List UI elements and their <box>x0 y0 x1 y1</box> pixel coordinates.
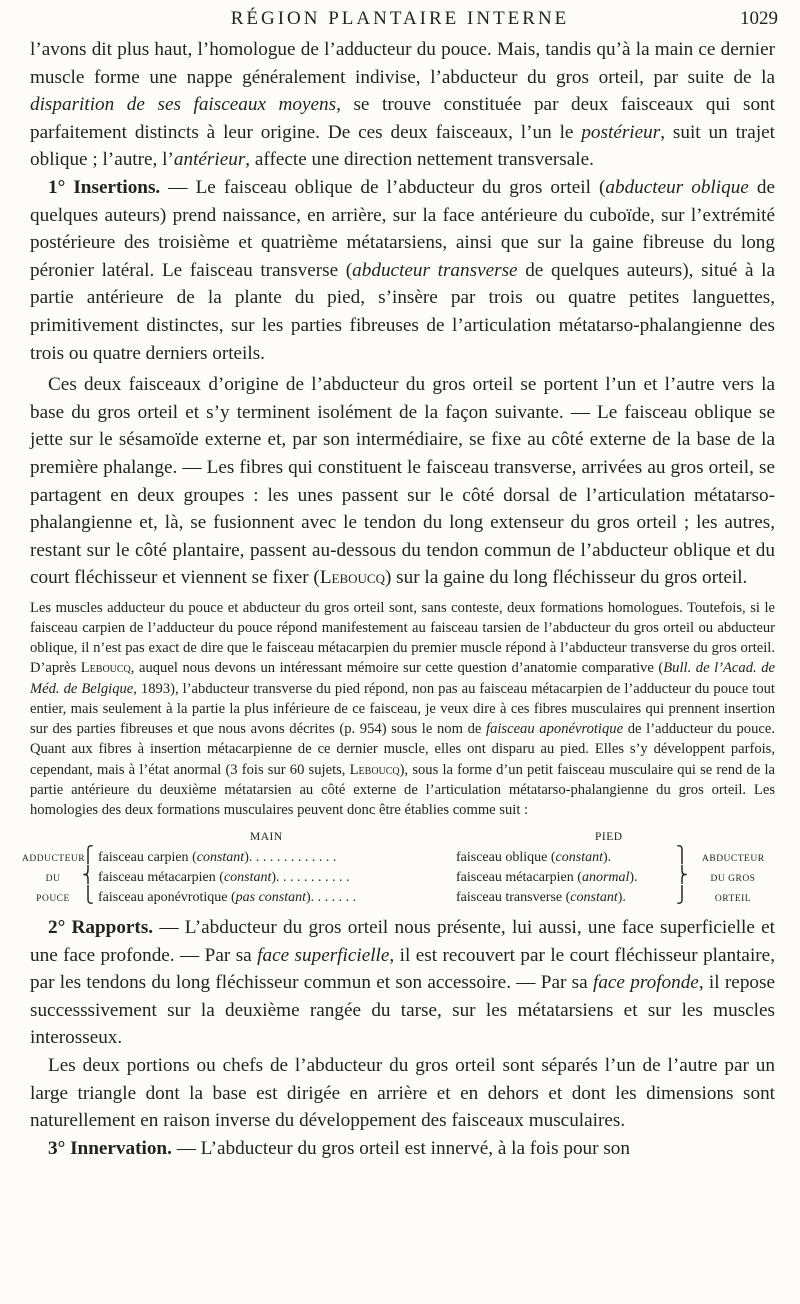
table-row-pied-1: faisceau oblique (constant). <box>456 850 612 866</box>
right-label-line2: DU GROS <box>710 874 756 885</box>
paragraph-intro: l’avons dit plus haut, l’homologue de l’adducteur du pouce. Mais, tandis qu’à la main ce dernier muscle forme une nappe généralement indivise, l’abducteur du gros orteil, par suite de la disparition de ses faisceaux moyens, se trouve constituée par deux faisceaux qui sont parfaitement distincts à leur origine. De ces deux faisceaux, l’un le postérieur, suit un trajet oblique ; l’autre, l’antérieur, affecte une direction nettement transversale. <box>30 39 775 171</box>
column-header-main: MAIN <box>250 831 283 844</box>
left-label-line3: POUCE <box>36 894 70 905</box>
right-label-line3: ORTEIL <box>714 894 752 905</box>
table-row-pied-3: faisceau transverse (constant). <box>456 890 626 906</box>
body-text <box>22 36 775 1162</box>
page-header <box>0 4 800 34</box>
footnote-homologies: Les muscles adducteur du pouce et abducteur du gros orteil sont, sans conteste, deux formations homologues. Toutefois, si le faisceau carpien de l’adducteur du pouce répond manifestement au faisceau tarsien de l’abducteur du gros orteil ou abducteur oblique, il n’est pas exact de dire que le faisceau métacarpien du premier muscle répond à l’abducteur transverse du gros orteil. D’après Leboucq, auquel nous devons un intéressant mémoire sur cette question d’anatomie comparative (Bull. de l’Acad. de Méd. de Belgique, 1893), l’abducteur transverse du pied répond, non pas au faisceau métacarpien de l’adducteur du pouce tout entier, mais seulement à la partie la plus inférieure de ce faisceau, je veux dire à ces fibres musculaires qui prennent insertion sur des parties fibreuses et que nous avons décrites (p. 954) sous le nom de faisceau aponévrotique de l’adducteur du pouce. Quant aux fibres à insertion métacarpienne de ce dernier muscle, elles ont disparu au pied. Elles s’y développent parfois, cependant, mais à l’état anormal (3 fois sur 60 sujets, Leboucq), sous la forme d’un petit faisceau musculaire qui se rend de la partie antérieure du deuxième métatarsien au côté externe de l’articulation métatarso-phalangienne du gros orteil. Les homologies des deux formations musculaires peuvent donc être établies comme suit : <box>30 599 775 818</box>
right-brace-mid-icon: ⎬ <box>676 867 688 885</box>
right-label-line1: ABDUCTEUR <box>702 854 765 865</box>
paragraph-portions: Les deux portions ou chefs de l’abducteur du gros orteil sont séparés l’un de l’autre par un large triangle dont la base est dirigée en arrière et en dehors et dont les dimensions sont naturellement en raison inverse du développement des faisceaux musculaires. <box>30 1055 775 1132</box>
homology-table <box>22 824 775 910</box>
paragraph-rapports: 2° Rapports. — L’abducteur du gros orteil nous présente, lui aussi, une face superficielle et une face profonde. — Par sa face superficielle, il est recouvert par le court fléchisseur plantaire, par les tendons du long fléchisseur commun et son accessoire. — Par sa face profonde, il repose successsivement sur la deuxième rangée du tarse, sur les métatarsiens et sur les muscles interosseux. <box>30 917 775 1049</box>
left-brace-icon: ⎧ <box>82 847 94 865</box>
table-row-main-3: faisceau aponévrotique (pas constant). . . . . . . <box>98 890 357 906</box>
section-heading-insertions: 1° Insertions. <box>48 176 161 198</box>
right-brace-icon: ⎫ <box>676 847 688 865</box>
page-number: 1029 <box>740 8 778 29</box>
left-brace-end-icon: ⎩ <box>82 887 94 905</box>
table-row-main-2: faisceau métacarpien (constant). . . . . . . . . . . <box>98 870 350 886</box>
left-label-line2: DU <box>45 874 61 885</box>
running-title: RÉGION PLANTAIRE INTERNE <box>230 8 570 29</box>
table-row-main-1: faisceau carpien (constant). . . . . . . . . . . . . <box>98 850 337 866</box>
section-heading-innervation: 3° Innervation. <box>48 1137 172 1159</box>
column-header-pied: PIED <box>595 831 623 844</box>
section-heading-rapports: 2° Rapports. <box>48 917 154 939</box>
table-row-pied-2: faisceau métacarpien (anormal). <box>456 870 638 886</box>
right-brace-end-icon: ⎭ <box>676 887 688 905</box>
left-brace-mid-icon: ⎨ <box>82 867 94 885</box>
left-label-line1: ADDUCTEUR <box>22 854 86 865</box>
paragraph-innervation: 3° Innervation. — L’abducteur du gros orteil est innervé, à la fois pour son <box>48 1137 630 1159</box>
paragraph-insertions: 1° Insertions. — Le faisceau oblique de l’abducteur du gros orteil (abducteur oblique de quelques auteurs) prend naissance, en arrière, sur la face antérieure du cuboïde, sur l’extrémité postérieure des troisième et quatrième métatarsiens, ainsi que sur la gaine fibreuse du long péronier latéral. Le faisceau transverse (abducteur transverse de quelques auteurs), situé à la partie antérieure de la plante du pied, s’insère par trois ou quatre petites languettes, primitivement distinctes, sur les parties fibreuses de l’articulation métatarso-phalangienne des trois ou quatre derniers orteils. <box>30 176 775 364</box>
paragraph-terminations: Ces deux faisceaux d’origine de l’abducteur du gros orteil se portent l’un et l’autre vers la base du gros orteil et s’y terminent isolément de la façon suivante. — Le faisceau oblique se jette sur le sésamoïde externe et, par son intermédiaire, se fixe au côté externe de la base de la première phalange. — Les fibres qui constituent le faisceau transverse, arrivées au gros orteil, se partagent en deux groupes : les unes passent sur le côté dorsal de l’articulation métatarso-phalangienne et, là, se fusionnent avec le tendon du long extenseur du gros orteil ; les autres, restant sur le côté plantaire, passent au-dessous du tendon commun de l’abducteur oblique et du court fléchisseur et viennent se fixer (Leboucq) sur la gaine du long fléchisseur du gros orteil. <box>30 374 775 589</box>
